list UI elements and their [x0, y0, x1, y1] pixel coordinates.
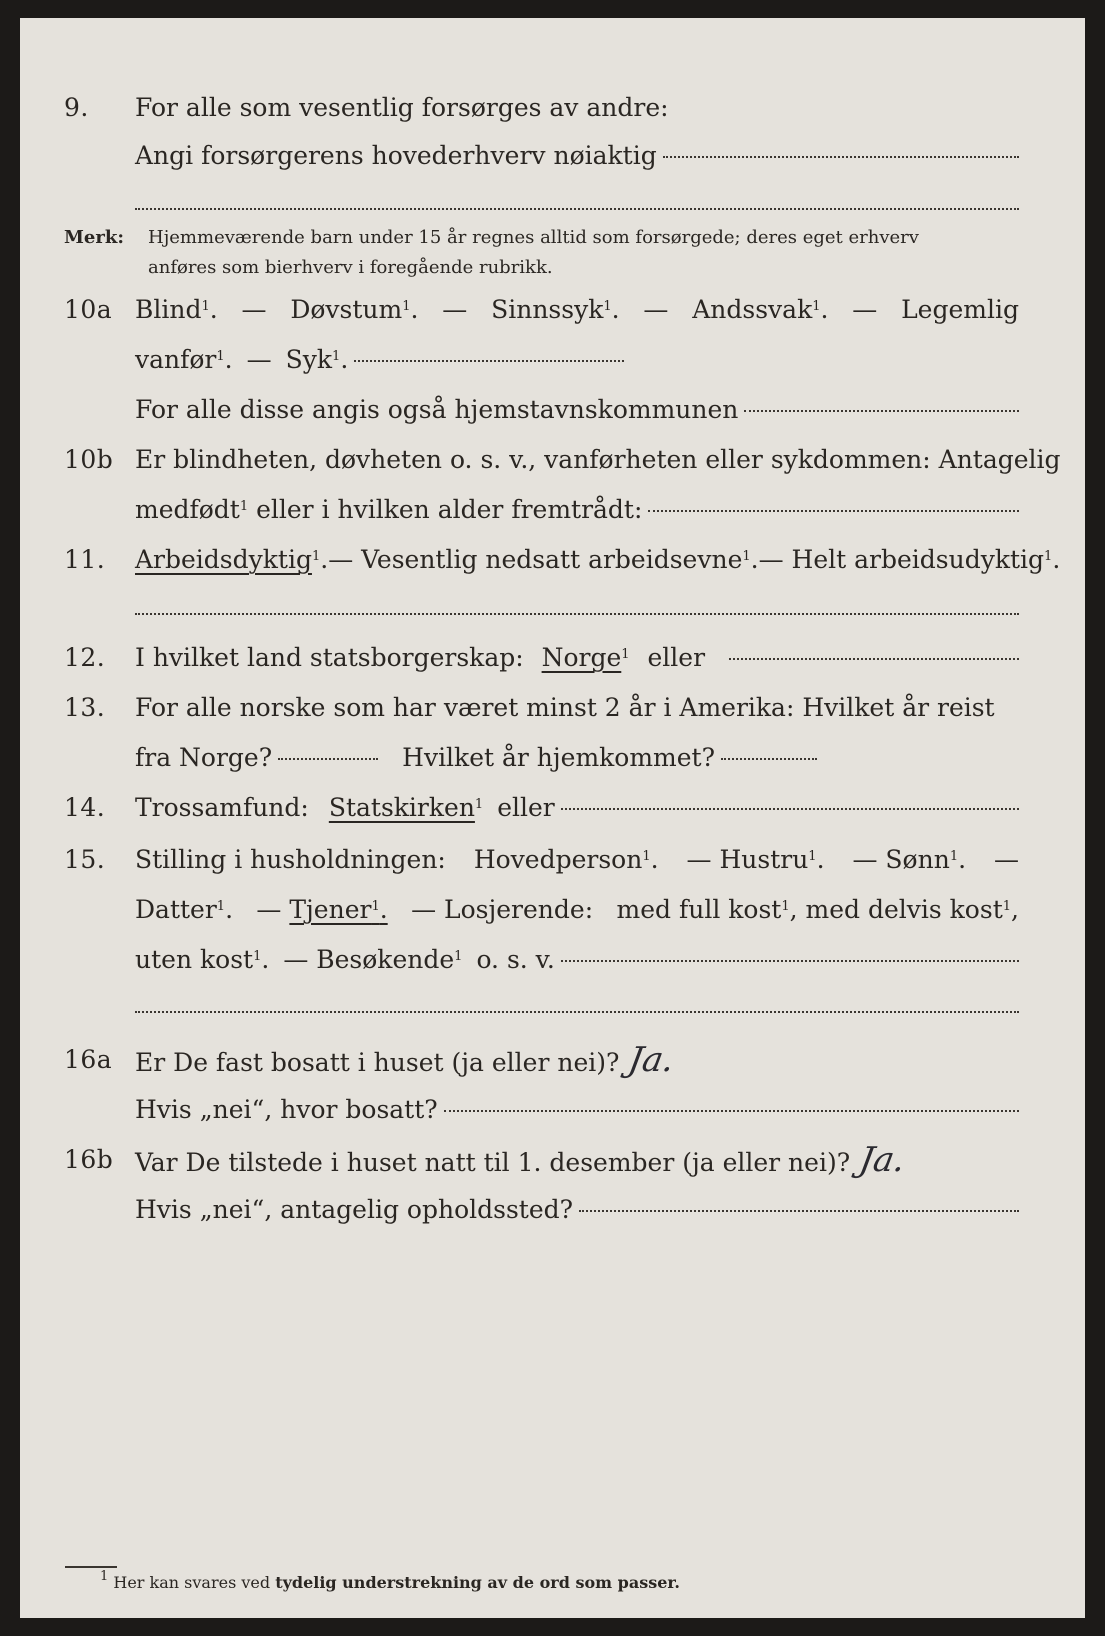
- answer-field[interactable]: [354, 360, 624, 362]
- option-sonn: — Sønn$^1$.: [852, 845, 967, 874]
- question-number: 13.: [64, 693, 106, 722]
- question-13-line1: [20, 688, 1085, 728]
- question-12: 12. I hvilket land statsborgerskap: Norge$^1$ eller: [20, 638, 1085, 678]
- answer-field[interactable]: [561, 960, 1019, 962]
- answer-field[interactable]: [579, 1210, 1019, 1212]
- question-14: 14. Trossamfund: Statskirken$^1$ eller: [20, 788, 1085, 828]
- question-10a-line3: [20, 390, 1085, 430]
- answer-field[interactable]: [278, 758, 378, 760]
- option-andssvak: Andssvak$^1$.: [692, 295, 829, 324]
- answer-rule[interactable]: [135, 1011, 1019, 1013]
- question-9-line1: [20, 88, 1085, 128]
- option-udyktig: — Helt arbeidsudyktig$^1$.: [758, 545, 1061, 574]
- option-hustru: — Hustru$^1$.: [686, 845, 825, 874]
- question-10b-line2: medfødt$^1$ eller i hvilken alder fremtrådt:: [20, 490, 1085, 530]
- option-statskirken: Statskirken$^1$: [328, 793, 484, 822]
- handwritten-answer[interactable]: Ja.: [856, 1140, 909, 1180]
- question-15-line2: Datter$^1$. — Tjener$^1$. — Losjerende: med full kost$^1$, med delvis kost$^1$,: [20, 890, 1085, 930]
- answer-rule[interactable]: [135, 208, 1019, 210]
- answer-field[interactable]: [729, 658, 1019, 660]
- option-dovstum: Døvstum$^1$.: [290, 295, 419, 324]
- note-label: Merk:: [64, 227, 124, 248]
- option-besokende: — Besøkende$^1$: [283, 945, 463, 974]
- question-16b-line1: 16b Var De tilstede i huset natt til 1. desember (ja eller nei)? Ja.: [64, 1140, 909, 1180]
- question-10a-line1: 10a Blind$^1$. — Døvstum$^1$. — Sinnssyk$^1$. — Andssvak$^1$. — Legemlig: [20, 290, 1085, 330]
- answer-field[interactable]: [721, 758, 817, 760]
- question-16b-line2: Hvis „nei“, antagelig opholdssted?: [20, 1190, 1085, 1230]
- question-11: [20, 540, 1085, 580]
- question-10a-line2: vanfør$^1$. — Syk$^1$.: [20, 340, 1085, 380]
- answer-field[interactable]: [744, 410, 1019, 412]
- option-datter: Datter$^1$.: [135, 895, 234, 924]
- note-text: [148, 223, 1019, 283]
- question-15-line3: uten kost$^1$. — Besøkende$^1$ o. s. v.: [20, 940, 1085, 980]
- note-line: Hjemmeværende barn under 15 år regnes alltid som forsørgede; deres eget erhverv: [148, 227, 919, 248]
- answer-rule[interactable]: [135, 613, 1019, 615]
- question-number: 11.: [64, 545, 106, 574]
- option-arbeidsdyktig: Arbeidsdyktig$^1$.: [135, 545, 329, 574]
- option-sinnssyk: Sinnssyk$^1$.: [491, 295, 620, 324]
- question-number: 9.: [64, 93, 89, 122]
- answer-field[interactable]: [648, 510, 1019, 512]
- option-blind: Blind$^1$.: [135, 295, 218, 324]
- question-number: 10a: [64, 295, 113, 324]
- question-15-line1: 15. Stilling i husholdningen: Hovedperson$^1$. — Hustru$^1$. — Sønn$^1$. —: [20, 840, 1085, 880]
- question-16a-line1: 16a Er De fast bosatt i huset (ja eller nei)? Ja.: [64, 1040, 678, 1080]
- option-legemlig: Legemlig: [901, 295, 1019, 324]
- option-norge: Norge$^1$: [541, 643, 630, 672]
- question-16a-line2: Hvis „nei“, hvor bosatt?: [20, 1090, 1085, 1130]
- option-uten-kost: uten kost$^1$.: [135, 945, 270, 974]
- question-number: 12.: [64, 643, 106, 672]
- footnote-divider: [65, 1566, 117, 1568]
- option-hovedperson: Hovedperson$^1$.: [473, 845, 659, 874]
- question-number: 16a: [64, 1045, 113, 1074]
- answer-field[interactable]: [663, 156, 1019, 158]
- question-text: For alle norske som har været minst 2 år i Amerika: Hvilket år reist: [135, 693, 995, 722]
- option-syk: Syk$^1$.: [285, 345, 349, 374]
- census-form-page: [20, 18, 1085, 1618]
- question-text: For alle disse angis også hjemstavnskommunen: [135, 395, 739, 424]
- answer-field[interactable]: [561, 808, 1019, 810]
- question-number: 14.: [64, 793, 106, 822]
- option-nedsatt: — Vesentlig nedsatt arbeidsevne$^1$.: [328, 545, 759, 574]
- question-number: 15.: [64, 845, 106, 874]
- question-13-line2: fra Norge? Hvilket år hjemkommet?: [20, 738, 1085, 778]
- option-tjener: Tjener$^1$.: [289, 895, 388, 924]
- question-10b-line1: [20, 440, 1085, 480]
- answer-field[interactable]: [444, 1110, 1019, 1112]
- handwritten-answer[interactable]: Ja.: [625, 1040, 678, 1080]
- question-9-line2: [20, 136, 1085, 176]
- question-text: For alle som vesentlig forsørges av andre:: [135, 93, 669, 122]
- question-text: Angi forsørgerens hovederhverv nøiaktig: [135, 141, 657, 170]
- question-number: 10b: [64, 445, 114, 474]
- option-vanfor: vanfør$^1$.: [135, 345, 233, 374]
- footnote: $^1$ Her kan svares ved tydelig understrekning av de ord som passer.: [100, 1569, 680, 1592]
- option-full-kost: med full kost$^1$, med delvis kost$^1$,: [616, 895, 1019, 924]
- note-line: anføres som bierhverv i foregående rubrikk.: [148, 257, 553, 278]
- question-number: 16b: [64, 1145, 114, 1174]
- question-text: Er blindheten, døvheten o. s. v., vanførheten eller sykdommen: Antagelig: [135, 445, 1061, 474]
